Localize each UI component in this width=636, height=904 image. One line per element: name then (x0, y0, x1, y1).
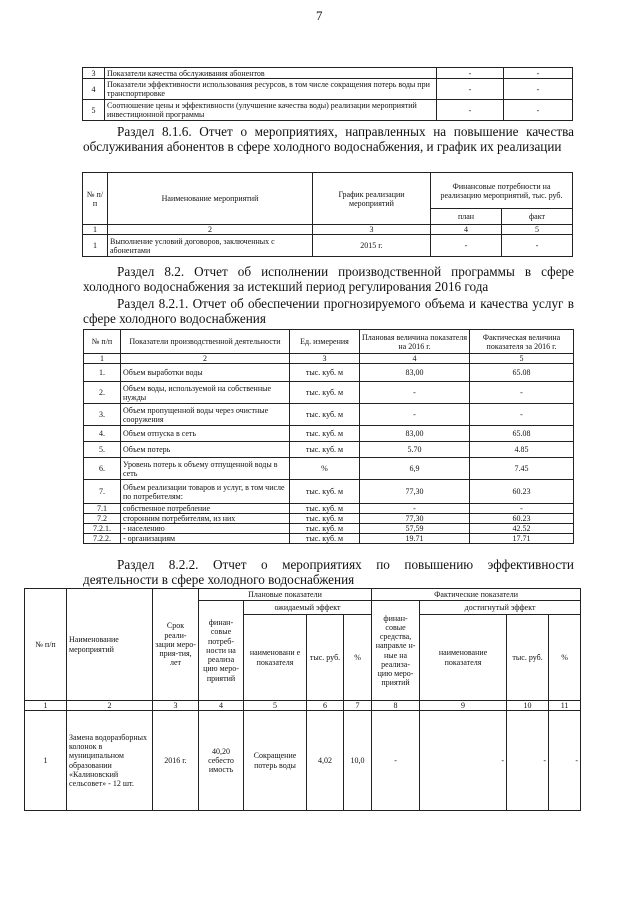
col-number: 2 (67, 701, 153, 711)
table-row (83, 79, 573, 100)
table-row (84, 364, 574, 382)
cell-fact: 60.23 (470, 480, 574, 504)
cell-fact: 17.71 (470, 534, 574, 544)
header-num: № п/п (84, 330, 121, 354)
cell-num: 4. (84, 426, 121, 442)
cell-fact: 7.45 (470, 458, 574, 480)
header-fact: Фактическая величина показателя за 2016 г. (470, 330, 574, 354)
cell-indicator: Объем потерь (121, 442, 290, 458)
cell-plan: - (360, 504, 470, 514)
cell-finance: 40,20 себесто имость (199, 711, 244, 811)
col-number: 3 (313, 225, 431, 235)
header-achieved: достигнутый эффект (420, 601, 581, 615)
col-number: 10 (507, 701, 549, 711)
col-number: 1 (84, 354, 121, 364)
cell-indicator: собственное потребление (121, 504, 290, 514)
cell-num: 3. (84, 404, 121, 426)
cell-plan: - (360, 404, 470, 426)
col-number: 1 (25, 701, 67, 711)
column-numbers-row (25, 701, 581, 711)
col-number: 9 (420, 701, 507, 711)
col-number: 11 (549, 701, 581, 711)
col-number: 7 (344, 701, 372, 711)
col-number: 1 (83, 225, 108, 235)
table-821 (83, 329, 574, 544)
col-number: 4 (199, 701, 244, 711)
col-number: 2 (121, 354, 290, 364)
cell-plan: 83,00 (360, 364, 470, 382)
header-unit: Ед. измерения (290, 330, 360, 354)
table-row (25, 711, 581, 811)
page-number: 7 (316, 8, 323, 23)
cell-plan: 5.70 (360, 442, 470, 458)
header-fact-percent: % (549, 615, 581, 701)
cell-plan: 77,30 (360, 480, 470, 504)
cell-fact: 4.85 (470, 442, 574, 458)
header-name: Наименование мероприятий (67, 589, 153, 701)
cell-fact: - (470, 382, 574, 404)
cell-plan: 57,59 (360, 524, 470, 534)
col-number: 4 (360, 354, 470, 364)
table-row (84, 458, 574, 480)
cell-unit: тыс. куб. м (290, 404, 360, 426)
cell-term: 2016 г. (153, 711, 199, 811)
col-number: 5 (470, 354, 574, 364)
cell-fact: - (502, 235, 573, 257)
cell-num: 6. (84, 458, 121, 480)
cell-unit: тыс. куб. м (290, 442, 360, 458)
cell-name: Замена водоразборных колонок в муниципальном образовании «Калиновский сельсовет» - 12 шт. (67, 711, 153, 811)
cell-num: 7.2.2. (84, 534, 121, 544)
cell-num: 1. (84, 364, 121, 382)
cell-fact-finance: - (372, 711, 420, 811)
table-row (84, 504, 574, 514)
cell-indicator: сторонним потребителям, из них (121, 514, 290, 524)
cell-num: 5 (83, 100, 105, 121)
cell-plan: 19.71 (360, 534, 470, 544)
cell-indicator: Объем реализации товаров и услуг, в том числе по потребителям: (121, 480, 290, 504)
cell-unit: % (290, 458, 360, 480)
cell-plan: - (431, 235, 502, 257)
cell-fact: 65.08 (470, 364, 574, 382)
cell-fact-percent: - (549, 711, 581, 811)
col-number: 5 (244, 701, 307, 711)
cell-num: 1 (83, 235, 108, 257)
section-821-heading: Раздел 8.2.1. Отчет об обеспечении прогнозируемого объема и качества услуг в сфере холодного водоснабжения (83, 296, 574, 326)
cell-num: 2. (84, 382, 121, 404)
cell-name: Выполнение условий договоров, заключенных с абонентами (108, 235, 313, 257)
table-row (83, 68, 573, 79)
cell-indicator: Сокращение потерь воды (244, 711, 307, 811)
header-schedule: График реализации мероприятий (313, 173, 431, 225)
cell-plan: - (437, 68, 504, 79)
section-822-heading: Раздел 8.2.2. Отчет о мероприятиях по повышению эффективности деятельности в сфере холодного водоснабжения (83, 557, 574, 587)
header-fact-finance: финан-совые средства, направле н-ные на реализа-цию меро-приятий (372, 601, 420, 701)
header-finance: Финансовые потребности на реализацию мероприятий, тыс. руб. (431, 173, 573, 209)
header-indicator-name: наименовани е показателя (244, 615, 307, 701)
cell-num: 3 (83, 68, 105, 79)
cell-fact: 60.23 (470, 514, 574, 524)
table-row (84, 534, 574, 544)
cell-plan: 83,00 (360, 426, 470, 442)
cell-plan: - (360, 382, 470, 404)
cell-unit: тыс. куб. м (290, 480, 360, 504)
cell-indicator: Объем выработки воды (121, 364, 290, 382)
header-planned: Плановые показатели (199, 589, 372, 601)
header-fact: факт (502, 209, 573, 225)
table-822 (24, 588, 581, 811)
cell-num: 4 (83, 79, 105, 100)
cell-unit: тыс. куб. м (290, 364, 360, 382)
table-row (84, 404, 574, 426)
column-numbers-row (83, 225, 573, 235)
header-actual: Фактические показатели (372, 589, 581, 601)
header-plan-finance: финан-совые потреб-ности на реализа цию меро-приятий (199, 601, 244, 701)
table-header-row (84, 330, 574, 354)
cell-fact: - (470, 404, 574, 426)
cell-unit: тыс. куб. м (290, 524, 360, 534)
cell-text: Показатели качества обслуживания абонентов (105, 68, 437, 79)
cell-num: 7.2.1. (84, 524, 121, 534)
cell-plan: - (437, 79, 504, 100)
header-thousand: тыс. руб. (307, 615, 344, 701)
table-header-row (25, 589, 581, 601)
cell-thousand: 4,02 (307, 711, 344, 811)
cell-plan: - (437, 100, 504, 121)
table-row (83, 100, 573, 121)
cell-indicator: Уровень потерь к объему отпущенной воды в сеть (121, 458, 290, 480)
cell-percent: 10,0 (344, 711, 372, 811)
table-row (84, 382, 574, 404)
cell-num: 7. (84, 480, 121, 504)
cell-fact: - (470, 504, 574, 514)
column-numbers-row (84, 354, 574, 364)
cell-plan: 77,30 (360, 514, 470, 524)
cell-fact: - (504, 100, 573, 121)
cell-indicator: Объем воды, используемой на собственные нужды (121, 382, 290, 404)
cell-plan: 6,9 (360, 458, 470, 480)
cell-unit: тыс. куб. м (290, 504, 360, 514)
header-term: Срок реали-зации меро-прия-тия, лет (153, 589, 199, 701)
cell-num: 5. (84, 442, 121, 458)
col-number: 8 (372, 701, 420, 711)
cell-unit: тыс. куб. м (290, 426, 360, 442)
col-number: 2 (108, 225, 313, 235)
col-number: 3 (290, 354, 360, 364)
header-plan: Плановая величина показателя на 2016 г. (360, 330, 470, 354)
section-82-heading: Раздел 8.2. Отчет об исполнении производственной программы в сфере холодного водоснабжения за истекший период регулирования 2016 года (83, 264, 574, 294)
cell-unit: тыс. куб. м (290, 514, 360, 524)
header-expected: ожидаемый эффект (244, 601, 372, 615)
col-number: 6 (307, 701, 344, 711)
table-row (84, 524, 574, 534)
cell-fact: 42.52 (470, 524, 574, 534)
cell-indicator: Объем пропущенной воды через очистные сооружения (121, 404, 290, 426)
table-header-row (83, 173, 573, 209)
cell-num: 7.1 (84, 504, 121, 514)
header-fact-indicator-name: наименование показателя (420, 615, 507, 701)
cell-fact-thousand: - (507, 711, 549, 811)
cell-fact-indicator: - (420, 711, 507, 811)
header-plan: план (431, 209, 502, 225)
cell-fact: - (504, 79, 573, 100)
cell-text: Показатели эффективности использования ресурсов, в том числе сокращения потерь воды при транспортировке (105, 79, 437, 100)
table-row (83, 235, 573, 257)
cell-fact: - (504, 68, 573, 79)
cell-text: Соотношение цены и эффективности (улучшение качества воды) реализации мероприятий инвестиционной программы (105, 100, 437, 121)
col-number: 3 (153, 701, 199, 711)
cell-num: 7.2 (84, 514, 121, 524)
cell-indicator: - населению (121, 524, 290, 534)
col-number: 5 (502, 225, 573, 235)
header-name: Наименование мероприятий (108, 173, 313, 225)
header-fact-thousand: тыс. руб. (507, 615, 549, 701)
header-indicator: Показатели производственной деятельности (121, 330, 290, 354)
header-num: № п/п (25, 589, 67, 701)
cell-unit: тыс. куб. м (290, 382, 360, 404)
cell-schedule: 2015 г. (313, 235, 431, 257)
section-816-heading: Раздел 8.1.6. Отчет о мероприятиях, направленных на повышение качества обслуживания абонентов в сфере холодного водоснабжения, и график их реализации (83, 124, 574, 154)
table-row (84, 514, 574, 524)
table-row (84, 442, 574, 458)
header-percent: % (344, 615, 372, 701)
table-top (82, 67, 573, 121)
cell-indicator: Объем отпуска в сеть (121, 426, 290, 442)
cell-unit: тыс. куб. м (290, 534, 360, 544)
table-row (84, 480, 574, 504)
cell-fact: 65.08 (470, 426, 574, 442)
table-row (84, 426, 574, 442)
cell-indicator: - организациям (121, 534, 290, 544)
table-816 (82, 172, 573, 257)
col-number: 4 (431, 225, 502, 235)
header-num: № п/п (83, 173, 108, 225)
cell-num: 1 (25, 711, 67, 811)
